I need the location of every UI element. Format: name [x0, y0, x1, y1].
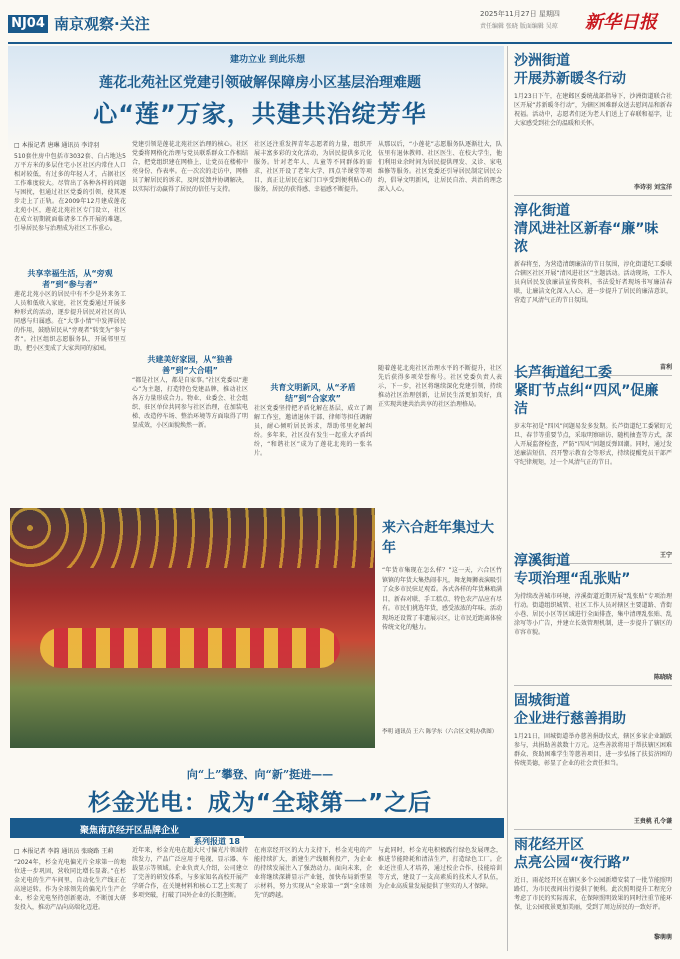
lead-subhead-1: 共享幸福生活，从“旁观者”到“参与者”: [27, 269, 113, 289]
brief-author: 王贵桃 孔令谦: [633, 818, 672, 825]
brief-divider: [514, 829, 672, 830]
right-briefs-column: [514, 52, 672, 952]
brief-body: 为持续改善城市环境，淳溪街道近期开展“乱张贴”专项治理行动。街道组织城管、社区工作人员对辖区主要道路、背街小巷、居民小区等区域进行全面排查，集中清理乱张贴、乱涂写等小广告，并建立长效管理机制，进一步提升了辖区的市容市貌。: [514, 593, 672, 636]
brief-body: 1月21日，固城街道举办慈善捐助仪式，辖区多家企业踊跃参与，共捐助善款数十万元。这些善款将用于帮扶辖区困难群众、资助困难学生等慈善项目，进一步弘扬了扶贫济困的传统美德，彰显了企业的社会责任担当。: [514, 733, 672, 767]
lead-subhead-2: 共建美好家园，从“独善善”到“大合唱”: [147, 355, 233, 375]
lead-byline: □ 本报记者 唐琳 通讯员 李诗羽: [14, 142, 100, 149]
brief-item: [514, 692, 672, 836]
brief-title: 淳化街道 清风进社区新春“廉”味浓: [514, 203, 659, 255]
second-col1: “2024年，杉金光电偏光片全球第一的地位进一步巩固，营收同比增长显著。”在杉金光电的生产车间里，自动化生产线正在高速运转。作为全球领先的偏光片生产企业，杉金光电坚持创新驱动，不断加大研发投入，推动产品向高端化迈进。: [14, 859, 126, 911]
lead-col1: 510套住房中包括市3032套、白占地达5万平方米的多层住宅小区社区内常住人口相对较低，有过多的年轻人才，占据社区工作难度较大。尽管出了各种各样的问题与困扰，但通过社区党委的引领，使其逐步走上了正轨。在2009年12月建成莲花北苑小区，莲花北苑社区专门设立，社区在成立初期就面临诸多工作开展的难题，引导居民参与治理成为社区工作重心。: [14, 153, 126, 232]
lead-col1b: 莲花北苑小区的居民中有不少是外来务工人员和低收入家庭，社区党委通过开展多种形式的活动，逐步提升居民对社区的认同感与归属感。在“大事小情”中发挥居民的作用，鼓励居民从“旁观者”转变为“参与者”。社区组织志愿服务队，开展邻里互助，把小区变成了大家共同的家园。: [14, 291, 126, 352]
brief-title: 沙洲街道 开展苏新暖冬行动: [514, 53, 626, 87]
second-col4: 与此同时，杉金光电积极践行绿色发展理念，推进节能降耗和清洁生产，打造绿色工厂。企业还注重人才培养，通过校企合作、技能培训等方式，建设了一支高素质的技术人才队伍，为企业高质量发展提供了坚实的人才保障。: [378, 847, 502, 890]
dragon-dance-photo: [10, 508, 375, 748]
brief-item: [514, 202, 672, 371]
dragon-figure: [40, 628, 340, 668]
page-header: [0, 0, 680, 46]
photo-story-title: 来六合赶年集过大年: [382, 520, 494, 556]
page-number: NJ04: [8, 15, 48, 33]
lead-kicker: 莲花北苑社区党建引领破解保障房小区基层治理难题: [99, 75, 421, 91]
lead-col3b: 社区党委坚持把矛盾化解在基层，成立了调解工作室，邀请退休干部、律师等担任调解员，耐心倾听居民诉求，帮助邻里化解纠纷。多年来，社区没有发生一起重大矛盾纠纷，“和谐社区”成为了莲花北苑的一张名片。: [254, 405, 372, 457]
header-rule: [8, 42, 672, 44]
lead-col2: 党建引领是莲花北苑社区治理的核心。社区党委将网格化治理与党员联系群众工作相结合，把党组织建在网格上，让党员在楼栋中亮身份、作表率。在一次次的走访中，网格员了解居民的诉求，及时反馈并协调解决，以实际行动赢得了居民的信任与支持。: [132, 141, 248, 193]
brief-body: 岁末年初是“四风”问题易发多发期。长芦街道纪工委紧盯元旦、春节等重要节点，采取明察暗访、随机抽查等方式，深入开展监督检查，严防“四风”问题反弹回潮。同时，通过发送廉洁短信、召开警示教育会等形式，持续提醒党员干部严守纪律规矩，过一个风清气正的节日。: [514, 423, 672, 466]
lead-col2b: “都是社区人，都是自家事。”社区党委以“莲心”为主题，打造特色党建品牌，推动社区各方力量形成合力。物业、业委会、社会组织、驻区单位共同参与社区治理，在加装电梯、改造停车场、整治环境等方面取得了明显成效，小区面貌焕然一新。: [132, 377, 248, 429]
brief-body: 1月23日下午，在建邺区委统战部指导下，沙洲街道联合社区开展“苏新暖冬行动”，为辖区困难群众送去慰问品和新春祝福。活动中，志愿者们还为老人们送上了春联和福字，让大家感受到社会的温暖和关怀。: [514, 93, 672, 127]
brief-divider: [514, 685, 672, 686]
editor-line: 责任编辑 张晓 版面编辑 吴琼: [480, 23, 558, 30]
newspaper-logo: 新华日报: [585, 12, 657, 33]
second-kicker: 向“上”攀登、向“新”挺进——: [186, 768, 334, 781]
brief-item: [514, 552, 672, 692]
second-headline: 杉金光电：成为“全球第一”之后: [87, 790, 433, 816]
brief-body: 新春将至，为营造清朗廉洁的节日氛围，淳化街道纪工委联合辖区社区开展“清风进社区”主题活动。活动现场，工作人员向居民发放廉洁宣传资料，书法爱好者现场书写廉洁春联，让廉洁文化深入人心，进一步提升了居民的廉洁意识，营造了风清气正的节日氛围。: [514, 261, 672, 304]
brief-title: 固城街道 企业进行慈善捐助: [514, 693, 626, 727]
lead-headline: 心“莲”万家，共建共治绽芳华: [93, 100, 427, 128]
brief-title: 雨花经开区 点亮公园“夜行路”: [514, 837, 631, 871]
brief-divider: [514, 195, 672, 196]
lead-subhead-3: 共育文明新风，从“矛盾结”到“合家欢”: [270, 383, 356, 403]
lead-col4b: 随着莲花北苑社区治理水平的不断提升，社区先后获得多项荣誉称号。社区党委负责人表示，下一步，社区将继续深化党建引领，持续推动社区治理创新，让居民生活更加美好，真正实现共建共治共享的社区治理格局。: [378, 365, 502, 408]
brief-title: 长芦街道纪工委 紧盯节点纠“四风”促廉洁: [514, 365, 659, 417]
series-number: 系列报道 18: [190, 836, 244, 847]
lantern-lights: [10, 508, 375, 568]
second-col2: 近年来，杉金光电在超大尺寸偏光片领域持续发力，产品广泛应用于电视、显示器、车载显示等领域。企业负责人介绍，公司建立了完善的研发体系，与多家知名高校开展产学研合作，在关键材料和核心工艺上实现了多项突破，打破了国外企业的长期垄断。: [132, 847, 248, 899]
second-col3: 在南京经开区的大力支持下，杉金光电的产能持续扩大，新建生产线顺利投产，为企业的持续发展注入了强劲动力。面向未来，企业将继续深耕显示产业链，加快布局新型显示材料，努力实现从“全球第一”到“全球领先”的跨越。: [254, 847, 372, 899]
column-divider: [507, 46, 508, 951]
lead-col4: 从那以后，“小莲花”志愿服务队逐渐壮大，队伍里有退休教师、社区医生、在校大学生，他们利用业余时间为居民提供理发、义诊、家电维修等服务。社区党委还引导居民制定居民公约，倡导文明新风，让居民自治、共治的理念深入人心。: [378, 141, 502, 193]
brief-item: [514, 364, 672, 559]
lead-badge: 建功立业 到此乐想: [230, 55, 306, 65]
lead-col3: 社区还注重发挥青年志愿者的力量，组织开展丰富多彩的文化活动，为居民提供多元化服务。针对老年人、儿童等不同群体的需求，社区开设了老年大学、四点半课堂等项目，真正让居民在家门口享受到便利贴心的服务，居民的获得感、幸福感不断提升。: [254, 141, 372, 193]
brief-item: [514, 52, 672, 202]
issue-date: 2025年11月27日 星期四: [480, 10, 560, 18]
brief-author: 黎萌萌: [653, 934, 672, 941]
brief-author: 苗利: [659, 364, 672, 371]
second-byline: □ 本报记者 李韵 通讯员 张晓路 王莉: [14, 848, 114, 855]
brief-item: [514, 836, 672, 952]
brief-title: 淳溪街道 专项治理“乱张贴”: [514, 553, 631, 587]
brief-author: 陈晓晓: [653, 674, 672, 681]
brief-author: 王宁: [659, 552, 672, 559]
photo-story-text: “年货市集现在怎么样？”这一天，六合区竹镇镇的年货大集热闹非凡，舞龙舞狮表演吸引了众多市民驻足观看。各式各样的年货琳琅满目，新春对联、手工糕点、特色农产品应有尽有。市民们挑选年货，感受浓浓的年味。活动现场还设置了非遗展示区，让市民近距离体验传统文化的魅力。: [382, 567, 503, 631]
series-title: 聚焦南京经开区品牌企业: [80, 826, 180, 836]
brief-body: 近日，雨花经开区在辖区多个公园新增安装了一批节能照明路灯，为市民夜间出行提供了便利。此次照明提升工程充分考虑了市民的实际需求，在保障照明效果的同时注重节能环保，让公园夜景更加美丽，受到了周边居民的一致好评。: [514, 877, 672, 911]
photo-credit: 李明 通讯员 王六 陈学东（六合区文明办供图）: [382, 729, 498, 735]
section-title: 南京观察·关注: [54, 15, 150, 33]
brief-author: 李诗羽 刘宝洋: [633, 184, 672, 191]
